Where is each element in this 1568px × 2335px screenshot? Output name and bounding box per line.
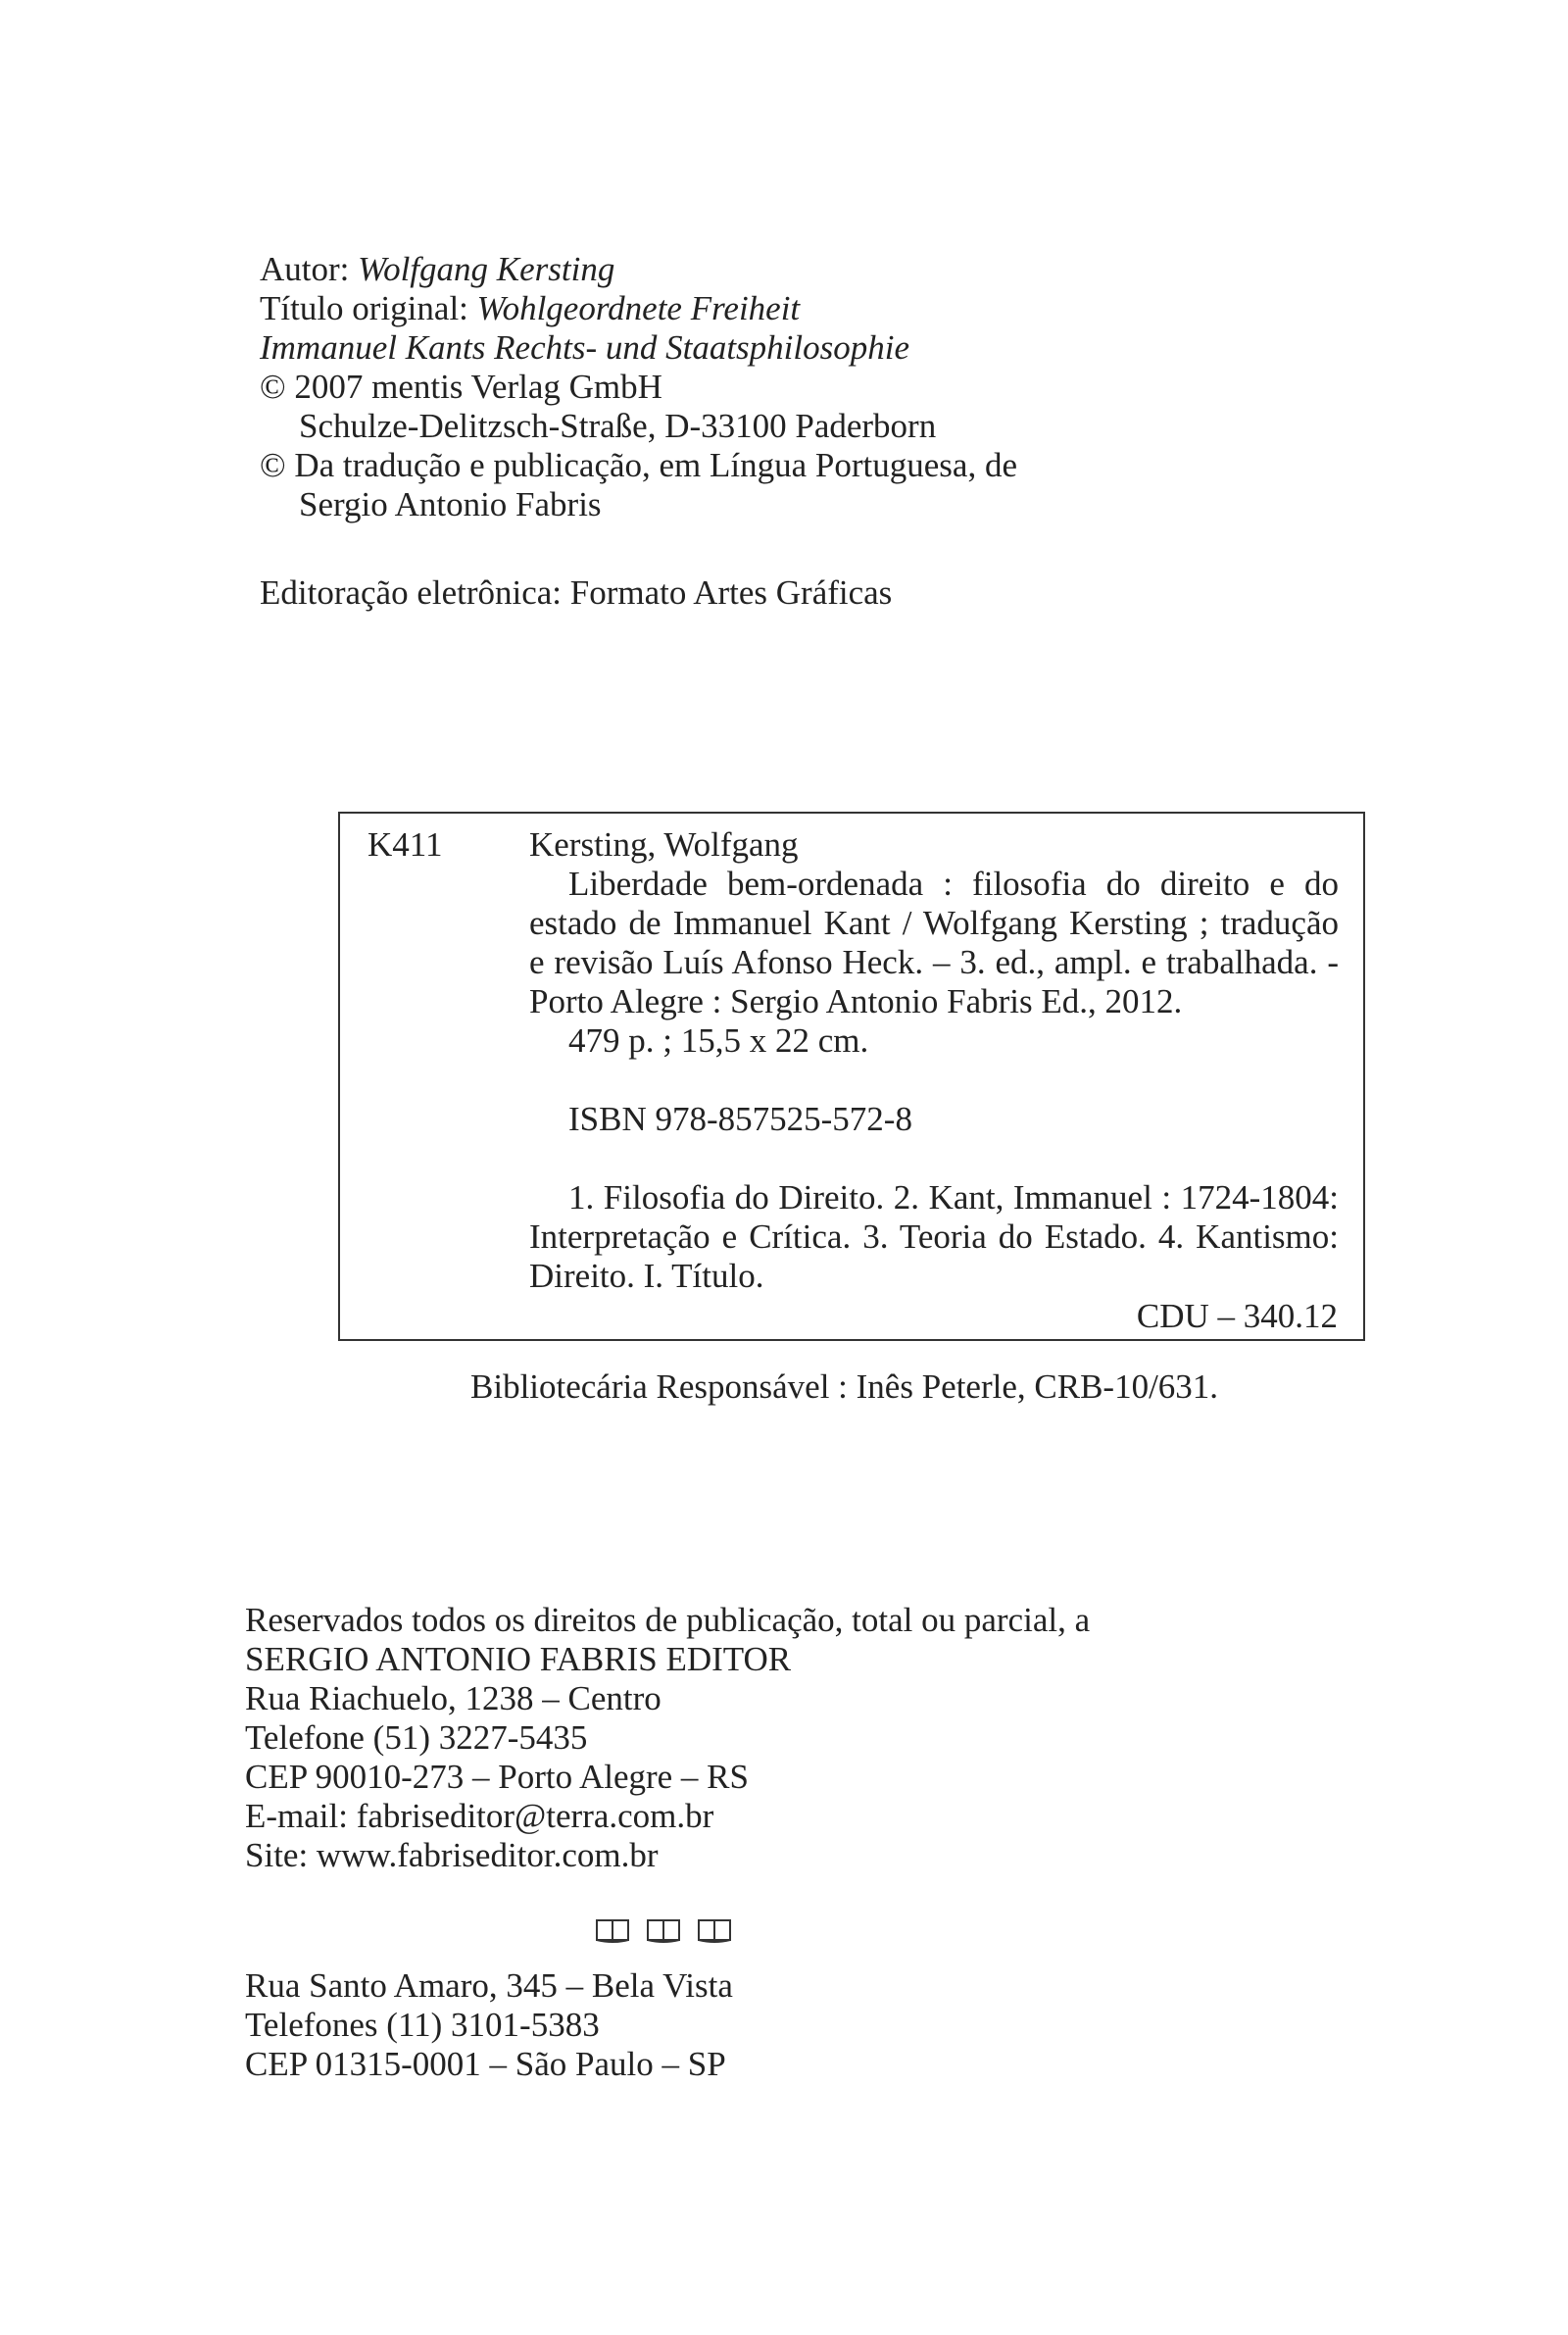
original-title: Wohlgeordnete Freiheit	[476, 289, 801, 327]
book-ornament-icon	[593, 1914, 740, 1951]
publisher-phone: Telefone (51) 3227-5435	[245, 1718, 588, 1757]
author-heading: Kersting, Wolfgang	[529, 825, 799, 864]
copyright-translation: © Da tradução e publicação, em Língua Portuguesa, de	[260, 446, 1017, 484]
spacer	[529, 1061, 1339, 1100]
author-label: Autor:	[260, 250, 359, 288]
description-line: estado de Immanuel Kant / Wolfgang Kersting ; tradução	[529, 904, 1339, 942]
branch-block	[245, 1966, 733, 2084]
description-line: e revisão Luís Afonso Heck. – 3. ed., ampl. e trabalhada. -	[529, 943, 1339, 981]
author-name: Wolfgang Kersting	[358, 250, 615, 288]
spacer	[529, 1139, 1339, 1178]
branch-cep: CEP 01315-0001 – São Paulo – SP	[245, 2045, 726, 2083]
description-line: Porto Alegre : Sergio Antonio Fabris Ed., 2012.	[529, 982, 1183, 1020]
translation-rights-holder: Sergio Antonio Fabris	[299, 485, 602, 523]
original-publisher-address: Schulze-Delitzsch-Straße, D-33100 Paderborn	[299, 407, 937, 445]
original-title-line	[260, 289, 1017, 328]
author-line	[260, 250, 1017, 289]
catalog-entry	[529, 825, 1339, 1296]
electronic-editing-credit: Editoração eletrônica: Formato Artes Gráficas	[260, 573, 893, 612]
responsible-librarian: Bibliotecária Responsável : Inês Peterle, CRB-10/631.	[470, 1367, 1219, 1406]
description-line: Liberdade bem-ordenada : filosofia do direito e do	[568, 865, 1339, 903]
publisher-address: Rua Riachuelo, 1238 – Centro	[245, 1679, 662, 1717]
publisher-name: SERGIO ANTONIO FABRIS EDITOR	[245, 1640, 792, 1678]
branch-address: Rua Santo Amaro, 345 – Bela Vista	[245, 1966, 733, 2005]
subject-line: Interpretação e Crítica. 3. Teoria do Estado. 4. Kantismo:	[529, 1217, 1339, 1256]
publisher-site: Site: www.fabriseditor.com.br	[245, 1836, 659, 1874]
rights-statement: Reservados todos os direitos de publicação, total ou parcial, a	[245, 1601, 1091, 1639]
book-ornament-icon	[593, 1914, 740, 1944]
publisher-email: E-mail: fabriseditor@terra.com.br	[245, 1797, 714, 1835]
original-subtitle: Immanuel Kants Rechts- und Staatsphilosophie	[260, 328, 910, 367]
credits-block	[260, 250, 1017, 524]
publisher-cep: CEP 90010-273 – Porto Alegre – RS	[245, 1758, 749, 1796]
copyright-original: © 2007 mentis Verlag GmbH	[260, 368, 662, 406]
physical-description: 479 p. ; 15,5 x 22 cm.	[568, 1021, 869, 1060]
publisher-block	[245, 1601, 1090, 1875]
catalog-card	[338, 812, 1365, 1341]
branch-phones: Telefones (11) 3101-5383	[245, 2006, 600, 2044]
isbn: ISBN 978-857525-572-8	[568, 1100, 912, 1138]
cdu-classification: CDU – 340.12	[1136, 1297, 1338, 1335]
subject-line: 1. Filosofia do Direito. 2. Kant, Immanuel : 1724-1804:	[568, 1178, 1339, 1217]
subject-line: Direito. I. Título.	[529, 1257, 764, 1295]
original-title-label: Título original:	[260, 289, 477, 327]
call-number: K411	[368, 825, 443, 864]
